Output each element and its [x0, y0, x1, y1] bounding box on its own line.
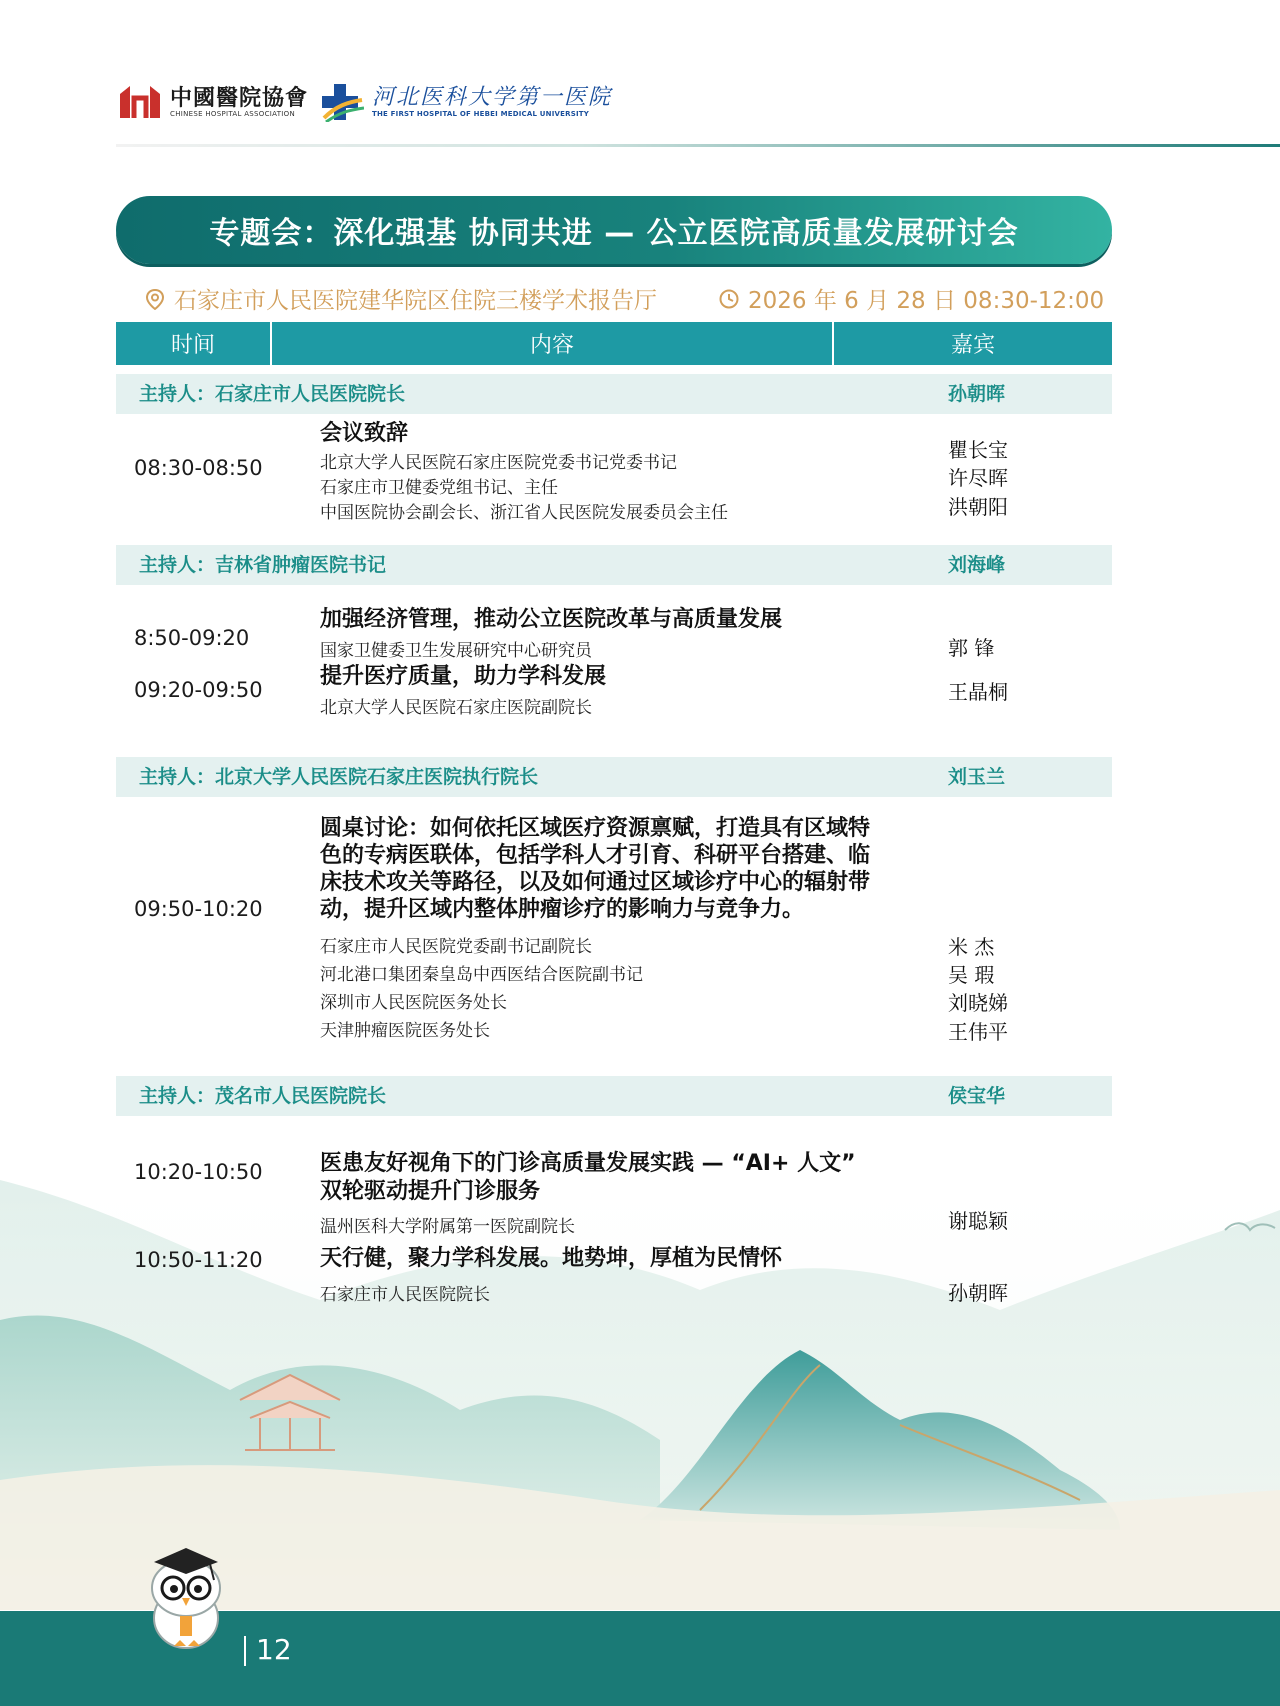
- header-content: 内容: [272, 322, 834, 365]
- page-number: 12: [256, 1633, 292, 1666]
- speaker-desc: 石家庄市卫健委党组书记、主任: [320, 478, 558, 498]
- logo2-english: THE FIRST HOSPITAL OF HEBEI MEDICAL UNIVERSITY: [372, 109, 590, 118]
- host-label: 主持人：吉林省肿瘤医院书记: [139, 554, 387, 576]
- location-pin-icon: [144, 288, 166, 310]
- page-number-divider: [244, 1636, 246, 1666]
- topic-title: 会议致辞: [320, 421, 409, 446]
- header-time: 时间: [116, 322, 272, 365]
- hebei-hospital-logo: [320, 82, 612, 122]
- guest-name: 洪朝阳: [948, 495, 1008, 519]
- speaker-desc: 石家庄市人民医院院长: [320, 1285, 490, 1305]
- datetime-text: 2026 年 6 月 28 日 08:30-12:00: [748, 288, 1105, 314]
- speaker-desc: 国家卫健委卫生发展研究中心研究员: [320, 641, 592, 661]
- guest-name: 许尽晖: [948, 466, 1008, 490]
- topic-title: 色的专病医联体，包括学科人才引育、科研平台搭建、临: [320, 843, 871, 868]
- hebei-cross-logo-icon: [320, 82, 364, 122]
- speaker-desc: 石家庄市人民医院党委副书记副院长: [320, 937, 592, 957]
- time-slot: 8:50-09:20: [134, 626, 250, 650]
- topic-title: 加强经济管理，推动公立医院改革与高质量发展: [320, 607, 783, 632]
- schedule-table-header: [116, 322, 1112, 365]
- logo2-chinese: 河北医科大学第一医院: [372, 84, 613, 110]
- session-title-banner: 专题会：深化强基 协同共进 — 公立医院高质量发展研讨会: [116, 196, 1112, 264]
- host-name: 孙朝晖: [948, 383, 1006, 405]
- speaker-desc: 河北港口集团秦皇岛中西医结合医院副书记: [320, 965, 643, 985]
- guest-name: 吴 瑕: [948, 963, 995, 987]
- topic-title: 圆桌讨论：如何依托区域医疗资源禀赋，打造具有区域特: [320, 816, 871, 841]
- time-slot: 08:30-08:50: [134, 456, 263, 480]
- clock-icon: [718, 288, 740, 310]
- host-name: 刘玉兰: [948, 766, 1006, 788]
- host-name: 侯宝华: [948, 1085, 1006, 1107]
- topic-title: 提升医疗质量，助力学科发展: [320, 664, 607, 689]
- logo1-english: CHINESE HOSPITAL ASSOCIATION: [170, 109, 295, 118]
- speaker-desc: 温州医科大学附属第一医院副院长: [320, 1217, 575, 1237]
- guest-name: 郭 锋: [948, 636, 995, 660]
- topic-title: 床技术攻关等路径，以及如何通过区域诊疗中心的辐射带: [320, 870, 871, 895]
- time-slot: 09:20-09:50: [134, 678, 263, 702]
- guest-name: 瞿长宝: [948, 438, 1008, 462]
- header-divider: [116, 144, 1280, 147]
- topic-title: 双轮驱动提升门诊服务: [320, 1179, 541, 1204]
- host-label: 主持人：茂名市人民医院院长: [139, 1085, 387, 1107]
- host-bar: [116, 1076, 1112, 1116]
- speaker-desc: 中国医院协会副会长、浙江省人民医院发展委员会主任: [320, 503, 728, 523]
- owl-mascot-icon: [138, 1540, 234, 1650]
- cha-logo-icon: [116, 84, 164, 120]
- guest-name: 刘晓娣: [948, 991, 1008, 1015]
- speaker-desc: 天津肿瘤医院医务处长: [320, 1021, 490, 1041]
- guest-name: 王伟平: [948, 1020, 1008, 1044]
- speaker-desc: 深圳市人民医院医务处长: [320, 993, 507, 1013]
- venue-text: 石家庄市人民医院建华院区住院三楼学术报告厅: [174, 288, 657, 314]
- guest-name: 谢聪颖: [948, 1209, 1008, 1233]
- host-bar: [116, 374, 1112, 414]
- time-slot: 09:50-10:20: [134, 897, 263, 921]
- host-label: 主持人：石家庄市人民医院院长: [139, 383, 406, 405]
- datetime-line: [718, 282, 1104, 315]
- host-label: 主持人：北京大学人民医院石家庄医院执行院长: [139, 766, 539, 788]
- logo1-chinese: 中國醫院協會: [170, 84, 309, 111]
- guest-name: 王晶桐: [948, 680, 1008, 704]
- host-name: 刘海峰: [948, 554, 1006, 576]
- time-slot: 10:20-10:50: [134, 1160, 263, 1184]
- host-bar: [116, 545, 1112, 585]
- speaker-desc: 北京大学人民医院石家庄医院党委书记党委书记: [320, 453, 677, 473]
- hospital-association-logo: [116, 82, 308, 122]
- guest-name: 米 杰: [948, 935, 995, 959]
- guest-name: 孙朝晖: [948, 1281, 1008, 1305]
- topic-title: 天行健，聚力学科发展。地势坤，厚植为民情怀: [320, 1246, 783, 1271]
- time-slot: 10:50-11:20: [134, 1248, 263, 1272]
- topic-title: 医患友好视角下的门诊高质量发展实践 — “AI+ 人文”: [320, 1151, 856, 1176]
- venue-line: [144, 282, 657, 315]
- speaker-desc: 北京大学人民医院石家庄医院副院长: [320, 698, 592, 718]
- topic-title: 动，提升区域内整体肿瘤诊疗的影响力与竞争力。: [320, 897, 805, 922]
- host-bar: [116, 757, 1112, 797]
- header-guest: 嘉宾: [950, 333, 995, 358]
